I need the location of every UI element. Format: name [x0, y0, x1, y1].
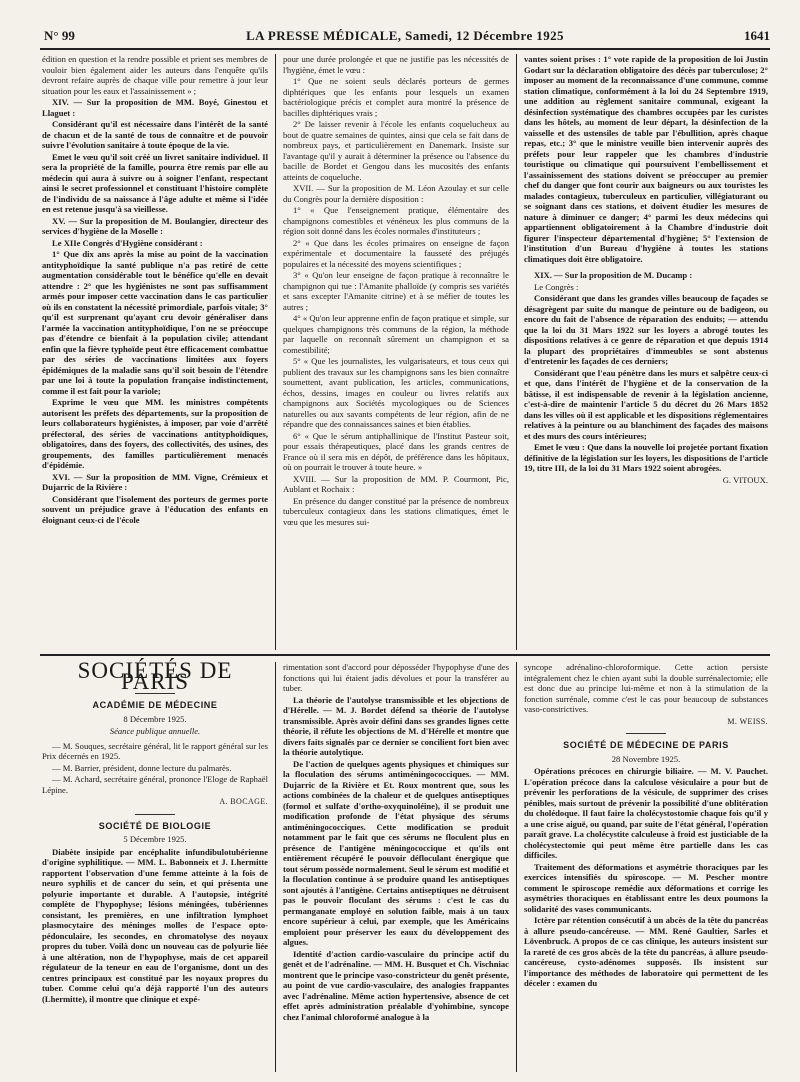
paragraph: pour une durée prolongée et que ne justifie pas les nécessités de l'hygiène, émet le vœu : [283, 54, 509, 75]
paragraph: Identité d'action cardio-vasculaire du principe actif du genêt et de l'adrénaline. — MM. H. Busquet et Ch. Vischniac montrent que le principe vaso-constricteur du genêt présente, au point de vue cardio-vasculaire, des analogies frappantes avec l'adrénaline. Même action hypertensive, absence de cet effet après administration préalable d'yohimbine, syncope chez l'animal chloroformé analogue à la [283, 948, 509, 1022]
divider [626, 733, 666, 734]
resolution-heading: XIV. — Sur la proposition de MM. Boyé, Ginestou et Llaguet : [42, 97, 268, 118]
resolution-heading: XIX. — Sur la proposition de M. Ducamp : [534, 270, 693, 280]
resolution-heading: XVI. — Sur la proposition de MM. Vigne, Crémieux et Dujarric de la Rivière : [42, 471, 268, 492]
top-column-2 [283, 54, 509, 528]
paragraph: Considérant qu'il est nécessaire dans l'intérêt de la santé de chacun et de la santé de tous de connaître et de pouvoir suivre l'évolution sanitaire à toute époque de la vie. [42, 119, 268, 150]
paragraph: Emet le vœu qu'il soit créé un livret sanitaire individuel. Il sera la propriété de la famille, pourra être remis par elle au médecin qui aura à suivre ou à soigner l'enfant, respectant ainsi le secret professionnel et constituant l'histoire complète de l'individu de sa naissance à l'âge adulte et même si l'idée en est retenue jusqu'à sa vieillesse. [42, 151, 268, 214]
resolution-heading: XVIII. — Sur la proposition de MM. P. Courmont, Pic, Aublant et Rochaix : [283, 473, 509, 494]
paragraph: 2° De laisser revenir à l'école les enfants coquelucheux au bout de quatre semaines de quintes, ainsi que cela se fait dans de nombreux pays, et particulièrement en Danemark. Insiste sur l'avantage qu'il y aurait à déterminer la présence ou l'absence du bacille de Bordet et Gengou dans les mucosités des enfants atteints de coqueluche. [283, 119, 509, 182]
session-label: Séance publique annuelle. [109, 726, 201, 736]
paragraph: Opérations précoces en chirurgie biliaire. — M. V. Pauchet. L'opération précoce dans la calculose vésiculaire a pour but de prévenir les perforations de la vésicule, de supprimer des crises pénibles, mais surtout de prévenir la possibilité d'une oblitération du cholédoque. Il faut faire la cholécystostomie chaque fois qu'il y a une crise aiguë, ou quand, par suite de l'état général, l'opération paraît grave. La cholécystite calculeuse à froid est justiciable de la cholécystectomie qui peut même être partielle dans les cas difficiles. [524, 766, 768, 860]
paragraph: Traitement des déformations et asymétrie thoraciques par les exercices intensifiés du spiroscope. — M. Pescher montre comment le spiroscope remédie aux déformations et corrige les asymétries thoraciques en établissant entre les deux poumons la solidarité des vases communicants. [524, 861, 768, 914]
paragraph: — M. Achard, secrétaire général, prononce l'Eloge de Raphaël Lépine. [42, 774, 268, 795]
paragraph: — M. Souques, secrétaire général, lit le rapport général sur les Prix décernés en 1925. [42, 740, 268, 761]
resolution-heading: XVII. — Sur la proposition de M. Léon Azoulay et sur celle du Congrès pour la dernière disposition : [283, 183, 509, 204]
paragraph: 1° Que dix ans après la mise au point de la vaccination antityphoïdique la santé publique n'a pas retiré de cette augmentation considérable tout le bénéfice qu'elle en devait attendre : 2° que les hygiénistes ne sont pas suffisamment armés pour imposer cette vaccination dans le cas particulier où ils en constatent la nécessité primordiale, parfois vitale; 3° qu'il est surprenant qu'ayant cru devoir généraliser dans l'armée la vaccination antityphoïdique, l'on ne se préoccupe pas d'étendre ce bienfait à la population civile; attendant enfin que la fièvre typhoïde peut être efficacement combattue par des séries de vaccinations limitées aux foyers épidémiques de la maladie sans qu'il soit besoin de l'étendre par une loi à toute la population française indistinctement, comme il est fait pour la variole; [42, 249, 268, 396]
issue-number: N° 99 [44, 28, 75, 43]
bottom-column-1 [42, 658, 268, 1005]
paragraph: Exprime le vœu que MM. les ministres compétents autorisent les préfets des départements, sur la proposition de leurs collaborateurs hygiénistes, à imposer, par voie d'arrêté préfectoral, des séries de vaccinations antityphoïdiques, obligatoires, dans des foyers, des collectivités, des usines, des groupements, des familles particulièrement menacés d'épidémie. [42, 397, 268, 470]
paragraph: vantes soient prises : 1° vote rapide de la proposition de loi Justin Godart sur la déclaration obligatoire des décès par tuberculose; 2° imposer au moment de la reconnaissance d'une commune, comme station climatique, conformément à la loi du 24 Septembre 1919, une addition au règlement sanitaire communal, exigeant la désinfection systématique des chambres occupées par les curistes dans les hôtels, au moment de leur départ, la désinfection de la vaisselle et des ustensiles de table par l'ébullition, après chaque repas, etc.; 3° que le ministre veuille bien intervenir auprès des préfets pour leur rappeler que les chambres d'industrie touristique ou climatique qui poursuivent l'embellissement et l'assainissement des stations doivent se préoccuper au premier chef du danger que font courir aux baigneurs ou aux touristes les malades contagieux, tuberculeux en particulier, villégiaturant ou se soignant dans ces stations, et doivent étudier les mesures de nature à diminuer ce danger; 4° parmi les deux médecins qui appartiennent obligatoirement à la Chambre d'industrie doit figurer l'inspecteur départemental d'hygiène; 5° l'extension de l'institution d'un Bureau d'hygiène à toutes les stations climatiques doit être obligatoire. [524, 54, 768, 264]
paragraph: De l'action de quelques agents physiques et chimiques sur la floculation des sérums antiméningococciques. — MM. Dujarric de la Rivière et Et. Roux montrent que, sous les actions combinées de la chaleur et de quelques antiseptiques (formol et sulfate d'ortho-oxyquinoléine), il se produit une modification profonde de l'état physique des sérums antiméningococciques. Cette modification se produit notamment par le fait que ces sérums ne floculent plus en présence de l'antigène méningococcique et qu'ils ont entièrement récupéré le pouvoir défloculant énergique que tout sérum possède normalement. Seul le sérum est modifié et la floculation continue à se produire quand les antiseptiques sont ajoutés à l'antigène. Certains antiseptiques ne détruisent pas le pouvoir floculant des sérums : c'est le cas du permanganate employé en solution faible, mais à un taux encore supérieur à celui, par exemple, que les Américains emploient pour préserver les eaux du développement des algues. [283, 758, 509, 947]
paragraph: 4° « Qu'on leur apprenne enfin de façon pratique et simple, sur quelques champignons très communs de la région, la méthode par laquelle on reconnaît sûrement un champignon et sa comestibilité; [283, 313, 509, 355]
signature: M. WEISS. [727, 716, 768, 726]
paragraph: — M. Barrier, président, donne lecture du palmarès. [52, 762, 232, 773]
bottom-column-2 [283, 662, 509, 1023]
paragraph: 2° « Que dans les écoles primaires on enseigne de façon expérimentale et documentaire la fausseté des préjugés populaires et la nécessité des moyens scientifiques ; [283, 237, 509, 269]
paragraph: Emet le vœu : Que dans la nouvelle loi projetée portant fixation définitive de la législation sur les loyers, les dispositions de l'article 19, titre III, de la loi du 31 Mars 1922 soient abrogées. [524, 442, 768, 473]
paragraph: rimentation sont d'accord pour déposséder l'hypophyse d'une des fonctions qui lui étaient jadis dévolues et pour la transférer au tuber. [283, 662, 509, 693]
paragraph: Considérant que l'eau pénètre dans les murs et salpêtre ceux-ci et que, dans l'intérêt de l'hygiène et de la conservation de la bâtisse, il est indispensable de revenir à la législation ancienne, c'est-à-dire de maintenir l'article 5 du décret du 26 Mars 1852 dans les villes où il est applicable et les dispositions réglementaires relatives à la peinture ou au blanchiment des façades des maisons et des murs des cours intérieures; [524, 367, 768, 441]
paragraph: Le XIIe Congrès d'Hygiène considérant : [52, 237, 203, 248]
page-number: 1641 [744, 28, 770, 43]
society-heading: ACADÉMIE DE MÉDECINE [92, 700, 218, 710]
column-divider [275, 662, 276, 1072]
column-divider [516, 662, 517, 1072]
paragraph: 6° « Que le sérum antiphallinique de l'Institut Pasteur soit, pour essais thérapeutiques, placé dans les grands centres de France où il sera mis en dépôt, de préférence dans les hôpitaux, où on pourrait le trouver à toute heure. » [283, 430, 509, 472]
paragraph: Ictère par rétention consécutif à un abcès de la tête du pancréas à allure pseudo-cancéreuse. — MM. René Gaultier, Sarles et Lövenbruck. A propos de ce cas clinique, les auteurs insistent sur la rareté de ces gros abcès de la tête du pancréas, à allure pseudo-cancéreuse, cysto-adénomes supposés. Ils insistent sur l'importance des méthodes de laboratoire qui permettent de les déceler : examen du [524, 915, 768, 988]
divider [135, 814, 175, 815]
paragraph: Diabète insipide par encéphalite infundibulotubérienne d'origine syphilitique. — MM. L. Babonneix et J. Lhermitte rapportent l'observation d'une femme atteinte à la fois de neuro syphilis et de cancer du sein, et qui présenta une polyurie importante et durable. A l'autopsie, intégrité complète de l'hypophyse; lésions méningées, tubériennes consistant, les premières, en une infiltration lymphoet plasmocytaire des méninges molles de l'espace opto-pédonculaire, les secondes, en chromatolyse des noyaux propres du tuber. Voilà donc un nouveau cas de polyurie liée à une altération, non de l'hypophyse, mais de cet appareil régulateur de la teneur en eau de l'organisme, dont un des centres principaux est constitué par les noyaux propres du tuber. Comme celui qu'a déjà rapporté l'un des auteurs (Lhermitte), il montre que clinique et expé- [42, 846, 268, 1004]
column-divider [275, 54, 276, 650]
paragraph: 5° « Que les journalistes, les vulgarisateurs, et tous ceux qui publient des travaux sur les champignons sans les bien connaître soumettent, avant publication, les articles, communications, échos, dessins, images en couleur ou livres relatifs aux champignons aux Sociétés mycologiques ou de Sciences naturelles ou aux savants compétents de leur région, afin de ne répandre que des connaissances saines et bien établies. [283, 356, 509, 429]
top-column-3 [524, 54, 768, 486]
page-header [40, 28, 770, 46]
section-rule [40, 654, 770, 656]
society-heading: SOCIÉTÉ DE BIOLOGIE [98, 820, 212, 831]
bottom-column-3 [524, 662, 768, 990]
resolution-heading: XV. — Sur la proposition de M. Boulangier, directeur des services d'hygiène de la Moselle : [42, 215, 268, 236]
signature: G. VITOUX. [722, 474, 768, 485]
section-title: SOCIÉTÉS DE PARIS [77, 658, 233, 694]
paragraph: 3° « Qu'on leur enseigne de façon pratique à reconnaître le champignon qui tue : l'Amanite phalloïde (y compris ses variétés et sans excepter l'Amanite citrine) et à se méfier de toutes les autres ; [283, 270, 509, 312]
paragraph: syncope adrénalino-chloroformique. Cette action persiste intégralement chez le chien ayant subi la double surrénalectomie; elle est donc due au principe lui-même et non à la stimulation de la fonction surrénale, comme c'est le cas pour beaucoup de substances vaso-constrictives. [524, 662, 768, 714]
signature: A. BOCAGE. [219, 797, 268, 806]
header-rule [40, 48, 770, 50]
paragraph: Le Congrès : [534, 281, 579, 292]
meeting-date: 28 Novembre 1925. [611, 753, 681, 764]
paragraph: 1° Que ne soient seuls déclarés porteurs de germes diphtériques que les enfants pour lesquels un examen bactériologique précis et complet aura montré la présence de bacilles diphtériques vrais ; [283, 76, 509, 118]
society-heading: SOCIÉTÉ DE MÉDECINE DE PARIS [563, 740, 729, 750]
meeting-date: 8 Décembre 1925. [123, 713, 187, 724]
paragraph: En présence du danger constitué par la présence de nombreux tuberculeux contagieux dans les stations climatiques, émet le vœu que les mesures sui- [283, 495, 509, 527]
paragraph: 1° « Que l'enseignement pratique, élémentaire des champignons comestibles et vénéneux les plus communs de la région soit donné dans les écoles normales d'instituteurs ; [283, 205, 509, 236]
top-column-1 [42, 54, 268, 526]
paragraph: La théorie de l'autolyse transmissible et les objections de d'Hérelle. — M. J. Bordet défend sa théorie de l'autolyse transmissible. Après avoir défini dans ses grandes lignes cette théorie, il réfute les objections de M. d'Hérelle et montre que divers faits signalés par ce dernier se concilient fort bien avec la théorie autolytique. [283, 694, 509, 757]
journal-title: LA PRESSE MÉDICALE, Samedi, 12 Décembre 1925 [246, 28, 564, 43]
paragraph: édition en question et la rendre possible et prient ses membres de vouloir bien également aider les auteurs dans l'enquête qu'ils devront refaire auprès de chaque ville pour remettre à jour leur situation pour les eaux et l'assainissement » ; [42, 54, 268, 96]
meeting-date: 5 Décembre 1925. [123, 834, 187, 844]
paragraph: Considérant que dans les grandes villes beaucoup de façades se désagrègent par suite du manque de peinture ou de badigeon, ou encore du fait de l'absence de réparation des enduits; — attendu que la loi du 31 Mars 1922 sur les loyers a abrogé toutes les dispositions relatives à ce genre de réparation et que depuis 1914 la plupart des propriétaires d'immeubles se sont abstenus d'entretenir les façades de ces derniers; [524, 293, 768, 366]
paragraph: Considérant que l'isolement des porteurs de germes porte souvent un préjudice grave à l'éducation des enfants en éloignant ceux-ci de l'école [42, 493, 268, 525]
column-divider [516, 54, 517, 650]
